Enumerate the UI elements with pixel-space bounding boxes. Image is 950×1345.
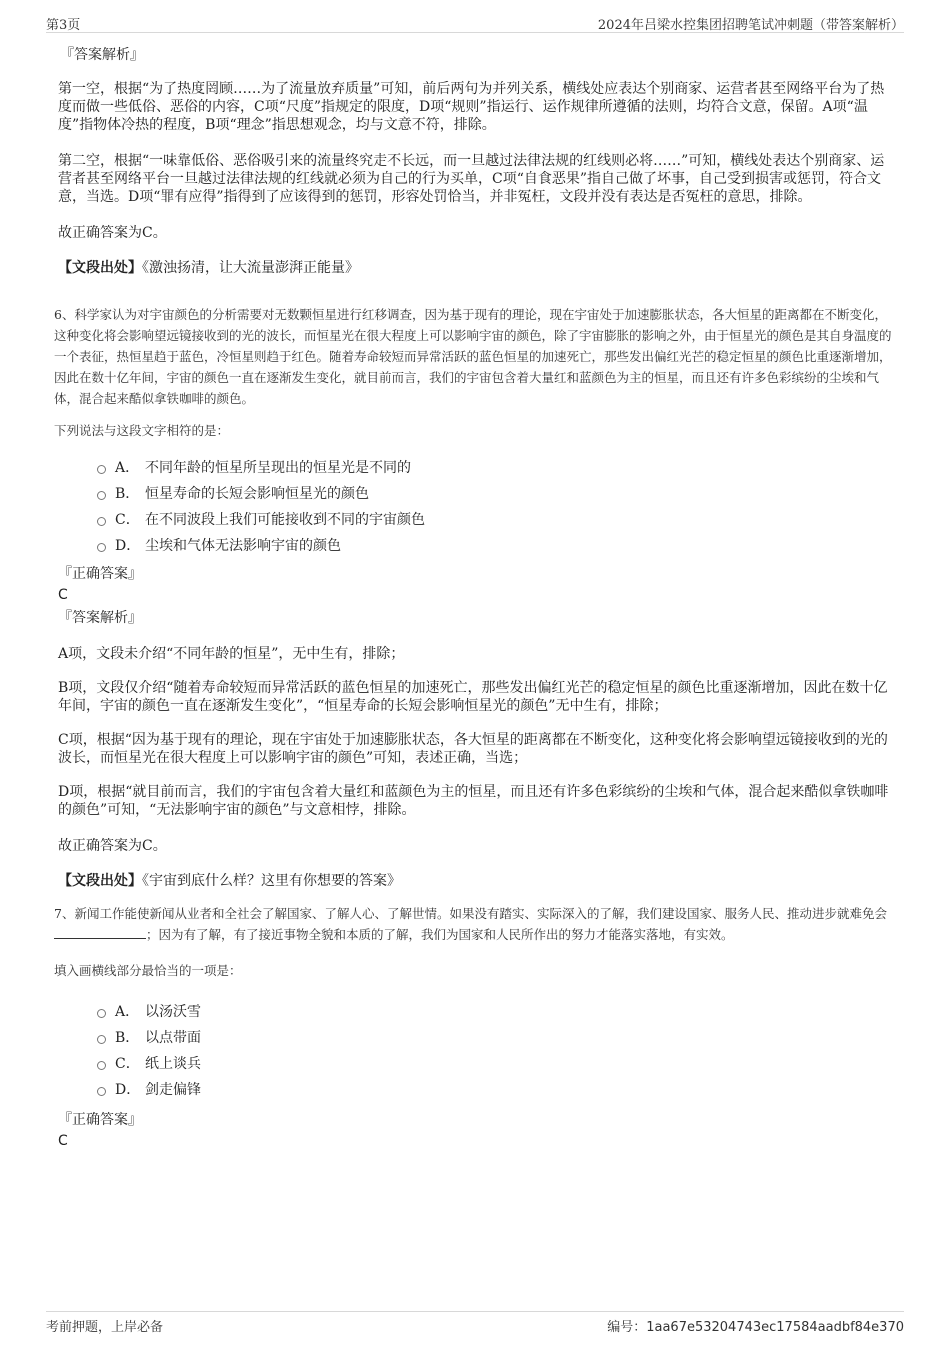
page-number: 第3页 (46, 18, 81, 33)
q7-option-a[interactable]: A． 以汤沃雪 (58, 999, 894, 1025)
q6-answer: C (58, 587, 68, 603)
page-header (46, 12, 904, 33)
radio-icon[interactable] (97, 1087, 106, 1096)
radio-icon[interactable] (97, 1009, 106, 1018)
q6-options (58, 455, 894, 559)
q6-answer-title: 『正确答案』 (58, 566, 142, 582)
q5-source-label: 【文段出处】 (58, 260, 142, 276)
q7-options (58, 999, 894, 1103)
q5-analysis-para-2: 第二空，根据“一味靠低俗、恶俗吸引来的流量终究走不长远，而一旦越过法律法规的红线则必将……”可知，横线处表达个别商家、运营者甚至网络平台一旦越过法律法规的红线就必须为自己的行为买单，C项“自食恶果”指自己做了坏事，自己受到损害或惩罚，符合文意，当选。D项“罪有应得”指得到了应该得到的惩罚，形容处罚恰当，并非冤枉，文段并没有表达是否冤枉的意思，排除。 (58, 153, 885, 205)
page-footer (46, 1311, 904, 1336)
radio-icon[interactable] (97, 543, 106, 552)
q6-analysis-a: A项，文段未介绍“不同年龄的恒星”，无中生有，排除； (58, 646, 405, 662)
q7-answer-title: 『正确答案』 (58, 1112, 142, 1128)
q7-stem-before: 7、新闻工作能使新闻从业者和全社会了解国家、了解人心、了解世情。如果没有踏实、实际深入的了解，我们建设国家、服务人民、推动进步就难免会 (54, 906, 887, 921)
q7-option-b[interactable]: B． 以点带面 (58, 1025, 894, 1051)
document-title: 2024年吕梁水控集团招聘笔试冲刺题（带答案解析） (597, 18, 904, 33)
q5-analysis-title: 『答案解析』 (60, 47, 144, 63)
q6-source (58, 871, 894, 891)
q6-analysis-b: B项，文段仅介绍“随着寿命较短而异常活跃的蓝色恒星的加速死亡，那些发出偏红光芒的稳定恒星的颜色比重逐渐增加，因此在数十亿年间，宇宙的颜色一直在逐渐发生变化”，“恒星寿命的长短会影响恒星光的颜色”无中生有，排除； (58, 680, 888, 714)
radio-icon[interactable] (97, 517, 106, 526)
q6-source-text: 《宇宙到底什么样？这里有你想要的答案》 (142, 873, 401, 889)
q7-blank (54, 926, 146, 939)
q6-source-label: 【文段出处】 (58, 873, 142, 889)
q7-prompt: 填入画横线部分最恰当的一项是： (54, 963, 242, 978)
q6-stem: 6、科学家认为对宇宙颜色的分析需要对无数颗恒星进行红移调查，因为基于现有的理论，现在宇宙处于加速膨胀状态，各大恒星的距离都在不断变化，这种变化将会影响望远镜接收到的光的波长，而恒星光在很大程度上可以影响宇宙的颜色，除了宇宙膨胀的影响之外，由于恒星光的颜色是其自身温度的一个表征，热恒星趋于蓝色，冷恒星则趋于红色。随着寿命较短而异常活跃的蓝色恒星的加速死亡，那些发出偏红光芒的稳定恒星的颜色比重逐渐增加，因此在数十亿年间，宇宙的颜色一直在逐渐发生变化，就目前而言，我们的宇宙包含着大量红和蓝颜色为主的恒星，而且还有许多色彩缤纷的尘埃和气体，混合起来酷似拿铁咖啡的颜色。 (54, 307, 892, 406)
q6-conclusion: 故正确答案为C。 (58, 838, 167, 854)
q6-analysis-d: D项，根据“就目前而言，我们的宇宙包含着大量红和蓝颜色为主的恒星，而且还有许多色彩缤纷的尘埃和气体，混合起来酷似拿铁咖啡的颜色”可知，“无法影响宇宙的颜色”与文意相悖，排除。 (58, 784, 889, 818)
page-content (54, 44, 894, 1151)
q7-option-d[interactable]: D． 剑走偏锋 (58, 1077, 894, 1103)
q5-source-text: 《激浊扬清，让大流量澎湃正能量》 (142, 260, 359, 276)
radio-icon[interactable] (97, 1061, 106, 1070)
footer-slogan: 考前押题，上岸必备 (46, 1320, 164, 1335)
radio-icon[interactable] (97, 465, 106, 474)
q5-source (58, 258, 894, 278)
q7-answer: C (58, 1133, 68, 1149)
q7-option-c[interactable]: C． 纸上谈兵 (58, 1051, 894, 1077)
q6-option-a[interactable]: A． 不同年龄的恒星所呈现出的恒星光是不同的 (58, 455, 894, 481)
q6-prompt: 下列说法与这段文字相符的是： (54, 423, 230, 438)
q6-option-b[interactable]: B． 恒星寿命的长短会影响恒星光的颜色 (58, 481, 894, 507)
q5-conclusion: 故正确答案为C。 (58, 225, 167, 241)
q7-stem (54, 903, 894, 945)
q6-analysis-c: C项，根据“因为基于现有的理论，现在宇宙处于加速膨胀状态，各大恒星的距离都在不断变化，这种变化将会影响望远镜接收到的光的波长，而恒星光在很大程度上可以影响宇宙的颜色”可知，表述正确，当选； (58, 732, 888, 766)
q6-option-c[interactable]: C． 在不同波段上我们可能接收到不同的宇宙颜色 (58, 507, 894, 533)
radio-icon[interactable] (97, 491, 106, 500)
q5-analysis-para-1: 第一空，根据“为了热度罔顾……为了流量放弃质量”可知，前后两句为并列关系，横线处应表达个别商家、运营者甚至网络平台为了热度而做一些低俗、恶俗的内容，C项“尺度”指规定的限度，D项“规则”指运行、运作规律所遵循的法则，均符合文意，保留。A项“温度”指物体冷热的程度，B项“理念”指思想观念，均与文意不符，排除。 (58, 81, 885, 133)
q6-option-d[interactable]: D． 尘埃和气体无法影响宇宙的颜色 (58, 533, 894, 559)
code-value: 1aa67e53204743ec17584aadbf84e370 (646, 1320, 904, 1335)
document-code (607, 1316, 904, 1335)
q7-stem-after: ；因为有了解，有了接近事物全貌和本质的了解，我们为国家和人民所作出的努力才能落实落地，有实效。 (146, 927, 734, 942)
radio-icon[interactable] (97, 1035, 106, 1044)
code-label: 编号： (607, 1320, 647, 1335)
q6-analysis-title: 『答案解析』 (58, 610, 142, 626)
